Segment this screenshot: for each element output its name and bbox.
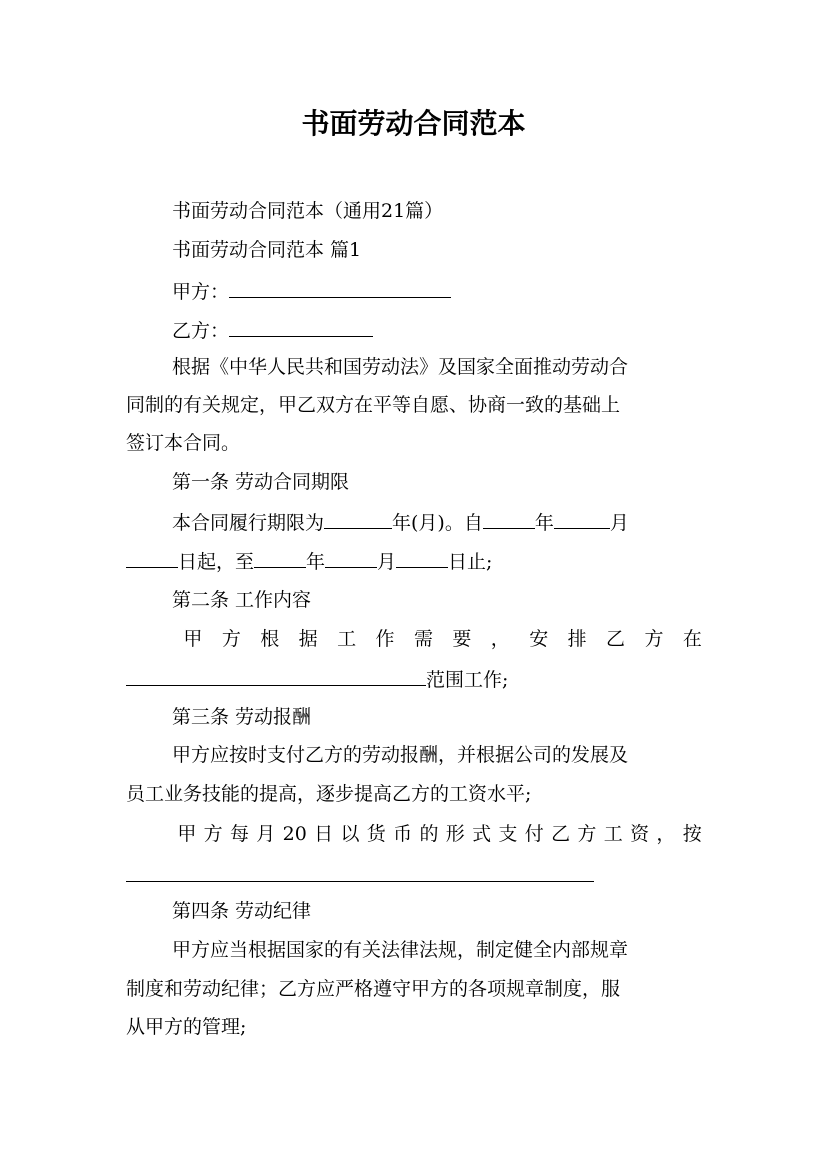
text-char: 以 <box>340 823 360 845</box>
article-1-heading: 第一条 劳动合同期限 <box>172 471 350 493</box>
text-segment: 年 <box>534 512 554 534</box>
text-segment: 日止; <box>448 551 493 573</box>
text-char: 要 <box>452 628 472 650</box>
text-segment: 范围工作; <box>426 669 509 691</box>
article-3-text <box>126 861 702 889</box>
article-1-text <box>172 508 702 536</box>
intro-line: 同制的有关规定，甲乙双方在平等自愿、协商一致的基础上 <box>126 394 621 416</box>
blank-line <box>126 665 426 686</box>
article-3-text: 员工业务技能的提高，逐步提高乙方的工资水平; <box>126 783 532 805</box>
intro-line: 根据《中华人民共和国劳动法》及国家全面推动劳动合 <box>172 356 629 378</box>
section-heading: 书面劳动合同范本 篇1 <box>172 239 362 261</box>
text-segment: 日起，至 <box>178 551 255 573</box>
party-b-label: 乙方： <box>172 320 230 342</box>
blank-line <box>554 508 610 529</box>
text-segment: 月 <box>377 551 397 573</box>
article-3-heading: 第三条 劳动报酬 <box>172 706 312 728</box>
article-3-text: 甲方应按时支付乙方的劳动报酬，并根据公司的发展及 <box>172 744 629 766</box>
party-b-line <box>172 316 702 344</box>
text-char: 的 <box>419 823 439 845</box>
blank-line <box>483 508 535 529</box>
text-char: 方 <box>644 628 664 650</box>
intro-line: 签订本合同。 <box>126 432 241 454</box>
text-char: 形 <box>445 823 465 845</box>
blank-line <box>126 861 594 882</box>
text-char: 方 <box>577 823 597 845</box>
blank-line <box>126 547 178 568</box>
article-2-heading: 第二条 工作内容 <box>172 589 312 611</box>
text-segment: 月 <box>609 512 629 534</box>
text-char: 工 <box>603 823 623 845</box>
text-char: 乙 <box>606 628 626 650</box>
blank-line <box>325 547 377 568</box>
article-2-text <box>126 665 702 693</box>
blank-line <box>254 547 306 568</box>
party-a-line <box>172 277 702 305</box>
text-segment: 年 <box>306 551 326 573</box>
text-char: 甲 <box>177 823 197 845</box>
text-char: 支 <box>498 823 518 845</box>
party-a-blank <box>229 277 451 298</box>
text-segment: 年(月)。自 <box>392 512 483 534</box>
text-char: 每 <box>229 823 249 845</box>
text-char: 币 <box>393 823 413 845</box>
text-char: 根 <box>260 628 280 650</box>
text-char: 工 <box>337 628 357 650</box>
text-char: ， <box>490 628 510 650</box>
text-char: 20 <box>282 823 307 845</box>
text-char: 方 <box>203 823 223 845</box>
text-char: 月 <box>256 823 276 845</box>
text-char: ， <box>656 823 676 845</box>
text-char: 资 <box>630 823 650 845</box>
text-char: 日 <box>314 823 334 845</box>
party-b-blank <box>229 316 373 337</box>
text-char: 作 <box>375 628 395 650</box>
text-char: 据 <box>298 628 318 650</box>
article-4-text: 甲方应当根据国家的有关法律法规，制定健全内部规章 <box>172 939 629 961</box>
text-char: 需 <box>413 628 433 650</box>
article-4-text: 从甲方的管理; <box>126 1016 247 1038</box>
text-char: 方 <box>221 628 241 650</box>
text-char: 甲 <box>183 628 203 650</box>
article-4-text: 制度和劳动纪律；乙方应严格遵守甲方的各项规章制度，服 <box>126 978 621 1000</box>
document-subtitle: 书面劳动合同范本（通用21篇） <box>172 200 444 222</box>
text-char: 货 <box>366 823 386 845</box>
text-char: 乙 <box>551 823 571 845</box>
text-char: 排 <box>567 628 587 650</box>
party-a-label: 甲方： <box>172 281 230 303</box>
text-char: 安 <box>529 628 549 650</box>
article-2-text <box>126 626 702 652</box>
document-title: 书面劳动合同范本 <box>301 107 526 140</box>
article-3-text <box>126 821 702 847</box>
text-char: 按 <box>682 823 702 845</box>
article-4-heading: 第四条 劳动纪律 <box>172 900 312 922</box>
blank-line <box>396 547 448 568</box>
text-segment: 本合同履行期限为 <box>172 512 325 534</box>
text-char: 在 <box>682 628 702 650</box>
text-char: 式 <box>472 823 492 845</box>
blank-line <box>324 508 392 529</box>
article-1-text <box>126 547 702 575</box>
text-char: 付 <box>524 823 544 845</box>
